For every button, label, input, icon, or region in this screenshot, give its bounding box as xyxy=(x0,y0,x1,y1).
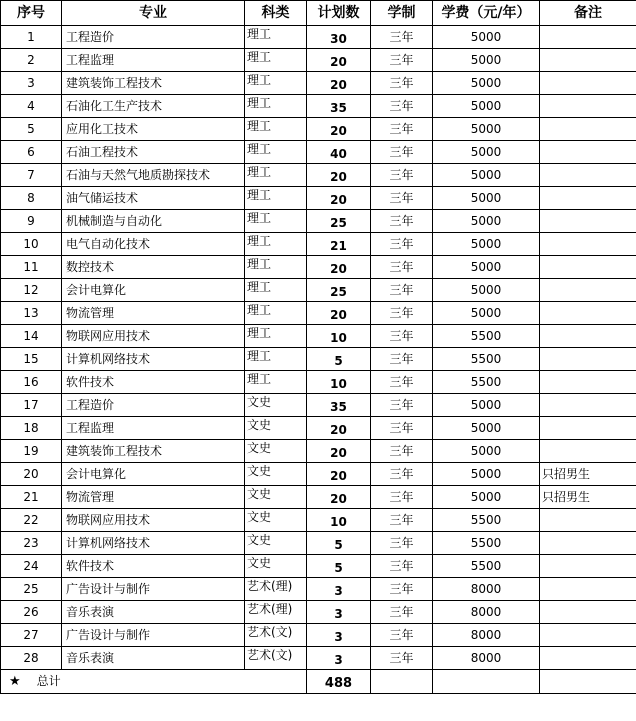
table-row xyxy=(1,417,636,440)
table-row xyxy=(1,210,636,233)
cell-plan: 20 xyxy=(307,187,371,210)
cell-fee: 8000 xyxy=(433,647,540,670)
cell-fee: 5000 xyxy=(433,233,540,256)
cell-major: 工程监理 xyxy=(62,49,245,72)
cell-plan: 30 xyxy=(307,26,371,49)
cell-major: 软件技术 xyxy=(62,371,245,394)
cell-fee: 5000 xyxy=(433,210,540,233)
header-row xyxy=(1,1,636,26)
cell-note xyxy=(540,325,636,348)
cell-fee: 5500 xyxy=(433,532,540,555)
cell-category: 理工 xyxy=(245,302,307,325)
cell-note xyxy=(540,233,636,256)
cell-fee: 8000 xyxy=(433,601,540,624)
cell-fee: 8000 xyxy=(433,578,540,601)
cell-note xyxy=(540,95,636,118)
cell-seq: 1 xyxy=(1,26,62,49)
cell-seq: 12 xyxy=(1,279,62,302)
cell-note xyxy=(540,417,636,440)
cell-fee: 5000 xyxy=(433,141,540,164)
cell-major: 油气储运技术 xyxy=(62,187,245,210)
cell-length: 三年 xyxy=(371,210,433,233)
cell-seq: 15 xyxy=(1,348,62,371)
cell-fee: 5500 xyxy=(433,555,540,578)
cell-plan: 25 xyxy=(307,210,371,233)
cell-length: 三年 xyxy=(371,256,433,279)
cell-note xyxy=(540,394,636,417)
cell-category: 文史 xyxy=(245,440,307,463)
cell-major: 工程造价 xyxy=(62,394,245,417)
cell-category: 理工 xyxy=(245,210,307,233)
cell-category: 文史 xyxy=(245,394,307,417)
cell-plan: 3 xyxy=(307,601,371,624)
table-row xyxy=(1,325,636,348)
cell-category: 理工 xyxy=(245,187,307,210)
cell-plan: 10 xyxy=(307,509,371,532)
cell-major: 物流管理 xyxy=(62,302,245,325)
header-major: 专业 xyxy=(62,1,245,26)
cell-seq: 21 xyxy=(1,486,62,509)
cell-note xyxy=(540,578,636,601)
cell-major: 物流管理 xyxy=(62,486,245,509)
cell-length: 三年 xyxy=(371,279,433,302)
cell-category: 文史 xyxy=(245,463,307,486)
cell-length: 三年 xyxy=(371,371,433,394)
cell-category: 理工 xyxy=(245,141,307,164)
cell-note xyxy=(540,49,636,72)
cell-seq: 3 xyxy=(1,72,62,95)
cell-major: 机械制造与自动化 xyxy=(62,210,245,233)
header-fee: 学费（元/年） xyxy=(433,1,540,26)
table-row xyxy=(1,187,636,210)
cell-major: 广告设计与制作 xyxy=(62,578,245,601)
cell-note xyxy=(540,647,636,670)
cell-seq: 23 xyxy=(1,532,62,555)
cell-seq: 6 xyxy=(1,141,62,164)
header-plan: 计划数 xyxy=(307,1,371,26)
cell-plan: 3 xyxy=(307,647,371,670)
cell-category: 理工 xyxy=(245,164,307,187)
cell-plan: 35 xyxy=(307,394,371,417)
cell-major: 石油工程技术 xyxy=(62,141,245,164)
cell-category: 艺术(理) xyxy=(245,601,307,624)
cell-plan: 5 xyxy=(307,555,371,578)
cell-fee: 5000 xyxy=(433,72,540,95)
table-row xyxy=(1,394,636,417)
cell-major: 计算机网络技术 xyxy=(62,532,245,555)
table-row xyxy=(1,141,636,164)
cell-plan: 21 xyxy=(307,233,371,256)
table-row xyxy=(1,578,636,601)
cell-category: 理工 xyxy=(245,233,307,256)
cell-note xyxy=(540,601,636,624)
cell-note xyxy=(540,164,636,187)
cell-seq: 4 xyxy=(1,95,62,118)
cell-major: 物联网应用技术 xyxy=(62,325,245,348)
cell-fee: 5500 xyxy=(433,509,540,532)
cell-plan: 20 xyxy=(307,256,371,279)
cell-note: 只招男生 xyxy=(540,463,636,486)
cell-fee: 5000 xyxy=(433,49,540,72)
header-category: 科类 xyxy=(245,1,307,26)
cell-note xyxy=(540,256,636,279)
cell-length: 三年 xyxy=(371,624,433,647)
cell-note xyxy=(540,555,636,578)
table-row xyxy=(1,72,636,95)
cell-length: 三年 xyxy=(371,348,433,371)
cell-note xyxy=(540,210,636,233)
cell-seq: 11 xyxy=(1,256,62,279)
cell-fee: 5000 xyxy=(433,463,540,486)
cell-fee: 5000 xyxy=(433,164,540,187)
cell-major: 物联网应用技术 xyxy=(62,509,245,532)
cell-major: 会计电算化 xyxy=(62,279,245,302)
cell-length: 三年 xyxy=(371,555,433,578)
cell-note xyxy=(540,187,636,210)
star-icon: ★ xyxy=(9,674,21,689)
header-length: 学制 xyxy=(371,1,433,26)
cell-length: 三年 xyxy=(371,325,433,348)
cell-length: 三年 xyxy=(371,302,433,325)
cell-major: 数控技术 xyxy=(62,256,245,279)
cell-category: 理工 xyxy=(245,279,307,302)
cell-length: 三年 xyxy=(371,72,433,95)
cell-note xyxy=(540,348,636,371)
cell-plan: 20 xyxy=(307,463,371,486)
cell-major: 工程造价 xyxy=(62,26,245,49)
cell-major: 建筑装饰工程技术 xyxy=(62,72,245,95)
cell-category: 文史 xyxy=(245,417,307,440)
cell-length: 三年 xyxy=(371,49,433,72)
cell-note xyxy=(540,118,636,141)
cell-plan: 20 xyxy=(307,72,371,95)
cell-plan: 20 xyxy=(307,118,371,141)
cell-plan: 10 xyxy=(307,325,371,348)
header-seq: 序号 xyxy=(1,1,62,26)
cell-plan: 20 xyxy=(307,302,371,325)
cell-length: 三年 xyxy=(371,601,433,624)
table-row xyxy=(1,302,636,325)
table-row xyxy=(1,440,636,463)
total-row xyxy=(1,670,636,694)
cell-length: 三年 xyxy=(371,417,433,440)
cell-category: 文史 xyxy=(245,509,307,532)
cell-category: 艺术(文) xyxy=(245,647,307,670)
cell-length: 三年 xyxy=(371,95,433,118)
cell-seq: 27 xyxy=(1,624,62,647)
cell-fee: 5000 xyxy=(433,302,540,325)
cell-seq: 24 xyxy=(1,555,62,578)
cell-major: 软件技术 xyxy=(62,555,245,578)
cell-length: 三年 xyxy=(371,187,433,210)
table-row xyxy=(1,348,636,371)
table-row xyxy=(1,624,636,647)
table-row xyxy=(1,532,636,555)
cell-fee: 5000 xyxy=(433,118,540,141)
cell-length: 三年 xyxy=(371,486,433,509)
table-row xyxy=(1,26,636,49)
cell-category: 理工 xyxy=(245,95,307,118)
cell-fee: 5000 xyxy=(433,417,540,440)
cell-fee: 5000 xyxy=(433,279,540,302)
cell-note xyxy=(540,26,636,49)
cell-fee: 5000 xyxy=(433,95,540,118)
cell-note xyxy=(540,302,636,325)
table-row xyxy=(1,601,636,624)
cell-major: 音乐表演 xyxy=(62,647,245,670)
cell-plan: 5 xyxy=(307,348,371,371)
cell-seq: 7 xyxy=(1,164,62,187)
table-row xyxy=(1,256,636,279)
cell-length: 三年 xyxy=(371,647,433,670)
cell-seq: 26 xyxy=(1,601,62,624)
cell-seq: 13 xyxy=(1,302,62,325)
cell-seq: 22 xyxy=(1,509,62,532)
total-label-cell xyxy=(1,670,307,694)
cell-major: 广告设计与制作 xyxy=(62,624,245,647)
cell-plan: 25 xyxy=(307,279,371,302)
cell-length: 三年 xyxy=(371,141,433,164)
total-empty-fee xyxy=(433,670,540,694)
cell-fee: 5500 xyxy=(433,348,540,371)
cell-note xyxy=(540,624,636,647)
cell-category: 艺术(文) xyxy=(245,624,307,647)
cell-category: 理工 xyxy=(245,325,307,348)
cell-fee: 5000 xyxy=(433,256,540,279)
cell-note: 只招男生 xyxy=(540,486,636,509)
cell-plan: 35 xyxy=(307,95,371,118)
cell-plan: 5 xyxy=(307,532,371,555)
cell-major: 音乐表演 xyxy=(62,601,245,624)
table-row xyxy=(1,49,636,72)
cell-fee: 5500 xyxy=(433,325,540,348)
cell-fee: 5000 xyxy=(433,394,540,417)
cell-note xyxy=(540,440,636,463)
cell-major: 石油与天然气地质勘探技术 xyxy=(62,164,245,187)
cell-category: 理工 xyxy=(245,371,307,394)
cell-fee: 5000 xyxy=(433,187,540,210)
cell-length: 三年 xyxy=(371,118,433,141)
cell-plan: 3 xyxy=(307,578,371,601)
cell-length: 三年 xyxy=(371,509,433,532)
total-label: 总计 xyxy=(36,674,61,688)
cell-seq: 16 xyxy=(1,371,62,394)
total-plan: 488 xyxy=(307,670,371,694)
cell-note xyxy=(540,279,636,302)
cell-category: 理工 xyxy=(245,26,307,49)
cell-plan: 20 xyxy=(307,440,371,463)
cell-seq: 2 xyxy=(1,49,62,72)
cell-fee: 5000 xyxy=(433,486,540,509)
cell-note xyxy=(540,72,636,95)
table-row xyxy=(1,95,636,118)
table-row xyxy=(1,463,636,486)
cell-category: 文史 xyxy=(245,486,307,509)
cell-category: 理工 xyxy=(245,256,307,279)
cell-major: 计算机网络技术 xyxy=(62,348,245,371)
table-row xyxy=(1,647,636,670)
cell-seq: 18 xyxy=(1,417,62,440)
cell-major: 会计电算化 xyxy=(62,463,245,486)
table-row xyxy=(1,118,636,141)
cell-note xyxy=(540,509,636,532)
total-empty-length xyxy=(371,670,433,694)
cell-length: 三年 xyxy=(371,394,433,417)
cell-plan: 40 xyxy=(307,141,371,164)
total-empty-note xyxy=(540,670,636,694)
cell-seq: 25 xyxy=(1,578,62,601)
cell-plan: 20 xyxy=(307,164,371,187)
cell-fee: 5500 xyxy=(433,371,540,394)
cell-major: 电气自动化技术 xyxy=(62,233,245,256)
cell-seq: 10 xyxy=(1,233,62,256)
cell-seq: 19 xyxy=(1,440,62,463)
cell-seq: 9 xyxy=(1,210,62,233)
cell-length: 三年 xyxy=(371,578,433,601)
cell-plan: 20 xyxy=(307,417,371,440)
table-row xyxy=(1,555,636,578)
cell-seq: 20 xyxy=(1,463,62,486)
cell-seq: 8 xyxy=(1,187,62,210)
table-row xyxy=(1,486,636,509)
cell-category: 文史 xyxy=(245,555,307,578)
cell-fee: 5000 xyxy=(433,26,540,49)
cell-note xyxy=(540,141,636,164)
cell-length: 三年 xyxy=(371,440,433,463)
cell-fee: 5000 xyxy=(433,440,540,463)
cell-length: 三年 xyxy=(371,532,433,555)
header-note: 备注 xyxy=(540,1,636,26)
cell-category: 理工 xyxy=(245,348,307,371)
cell-note xyxy=(540,532,636,555)
cell-seq: 5 xyxy=(1,118,62,141)
cell-plan: 20 xyxy=(307,486,371,509)
cell-plan: 20 xyxy=(307,49,371,72)
table-row xyxy=(1,233,636,256)
cell-fee: 8000 xyxy=(433,624,540,647)
table-row xyxy=(1,279,636,302)
cell-major: 石油化工生产技术 xyxy=(62,95,245,118)
cell-length: 三年 xyxy=(371,26,433,49)
cell-seq: 28 xyxy=(1,647,62,670)
cell-seq: 17 xyxy=(1,394,62,417)
cell-note xyxy=(540,371,636,394)
cell-category: 理工 xyxy=(245,118,307,141)
cell-plan: 3 xyxy=(307,624,371,647)
cell-length: 三年 xyxy=(371,463,433,486)
table-row xyxy=(1,371,636,394)
cell-major: 应用化工技术 xyxy=(62,118,245,141)
table-row xyxy=(1,509,636,532)
cell-length: 三年 xyxy=(371,164,433,187)
cell-seq: 14 xyxy=(1,325,62,348)
table-row xyxy=(1,164,636,187)
cell-major: 工程监理 xyxy=(62,417,245,440)
cell-category: 艺术(理) xyxy=(245,578,307,601)
cell-category: 理工 xyxy=(245,72,307,95)
cell-length: 三年 xyxy=(371,233,433,256)
cell-category: 理工 xyxy=(245,49,307,72)
cell-major: 建筑装饰工程技术 xyxy=(62,440,245,463)
cell-category: 文史 xyxy=(245,532,307,555)
cell-plan: 10 xyxy=(307,371,371,394)
